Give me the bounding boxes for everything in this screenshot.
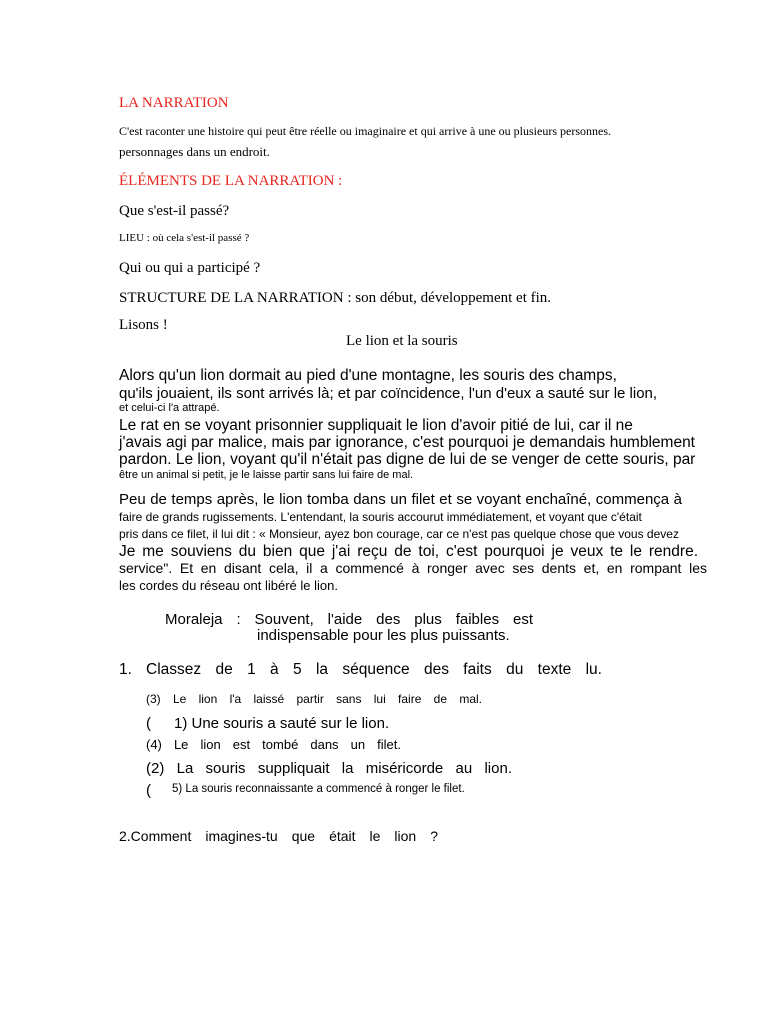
story-p3-line-1: Peu de temps après, le lion tomba dans un filet et se voyant enchaîné, commença à [119, 491, 682, 508]
sequence-item-5-paren: ( [146, 782, 151, 799]
story-p3-line-2: faire de grands rugissements. L'entendant, la souris accourut immédiatement, et voyant que c'était [119, 510, 642, 524]
story-p2-line-1: Le rat en se voyant prisonnier suppliquait le lion d'avoir pitié de lui, car il ne [119, 417, 633, 434]
definition-line-2: personnages dans un endroit. [119, 144, 270, 159]
story-p3-line-5: service". Et en disant cela, il a commencé à ronger avec ses dents et, en rompant les [119, 560, 707, 576]
exercise-1-title: Classez de 1 à 5 la séquence des faits du texte lu. [146, 661, 602, 678]
moral-line-2: indispensable pour les plus puissants. [257, 627, 510, 644]
sequence-item-3: (4) Le lion est tombé dans un filet. [146, 737, 401, 752]
story-p2-line-3: pardon. Le lion, voyant qu'il n'était pas digne de lui de se venger de cette souris, par [119, 451, 696, 468]
elements-heading: ÉLÉMENTS DE LA NARRATION : [119, 173, 343, 189]
story-p3-line-4: Je me souviens du bien que j'ai reçu de toi, c'est pourquoi je veux te le rendre. [119, 543, 698, 560]
story-title: Le lion et la souris [346, 333, 458, 349]
sequence-item-2: 1) Une souris a sauté sur le lion. [174, 715, 390, 732]
definition-line-1: C'est raconter une histoire qui peut être réelle ou imaginaire et qui arrive à une ou plusieurs personnes. [119, 124, 611, 138]
question-who: Qui ou qui a participé ? [119, 260, 261, 276]
story-p2-line-4: être un animal si petit, je le laisse partir sans lui faire de mal. [119, 469, 414, 481]
sequence-item-1: (3) Le lion l'a laissé partir sans lui faire de mal. [146, 692, 482, 706]
read-prompt: Lisons ! [119, 317, 168, 333]
question-what: Que s'est-il passé? [119, 203, 230, 219]
exercise-1-number: 1. [119, 661, 132, 678]
story-p1-line-3: et celui-ci l'a attrapé. [119, 402, 220, 414]
question-where: LIEU : où cela s'est-il passé ? [119, 232, 250, 244]
story-p3-line-6: les cordes du réseau ont libéré le lion. [119, 578, 338, 593]
story-p2-line-2: j'avais agi par malice, mais par ignorance, c'est pourquoi je demandais humblement [119, 434, 695, 451]
sequence-item-5: 5) La souris reconnaissante a commencé à ronger le filet. [172, 783, 465, 795]
story-p1-line-2: qu'ils jouaient, ils sont arrivés là; et par coïncidence, l'un d'eux a sauté sur le lion, [119, 385, 658, 402]
exercise-2-question: 2.Comment imagines-tu que était le lion ? [119, 828, 438, 844]
story-p1-line-1: Alors qu'un lion dormait au pied d'une montagne, les souris des champs, [119, 367, 617, 384]
story-p3-line-3: pris dans ce filet, il lui dit : « Monsieur, ayez bon courage, car ce n'est pas quelque chose que vous devez [119, 527, 679, 541]
sequence-item-4: (2) La souris suppliquait la miséricorde au lion. [146, 760, 512, 777]
main-heading: LA NARRATION [119, 95, 229, 111]
structure-line: STRUCTURE DE LA NARRATION : son début, développement et fin. [119, 290, 552, 306]
sequence-item-2-paren: ( [146, 715, 151, 732]
moral-line-1: Moraleja : Souvent, l'aide des plus faibles est [165, 611, 533, 628]
